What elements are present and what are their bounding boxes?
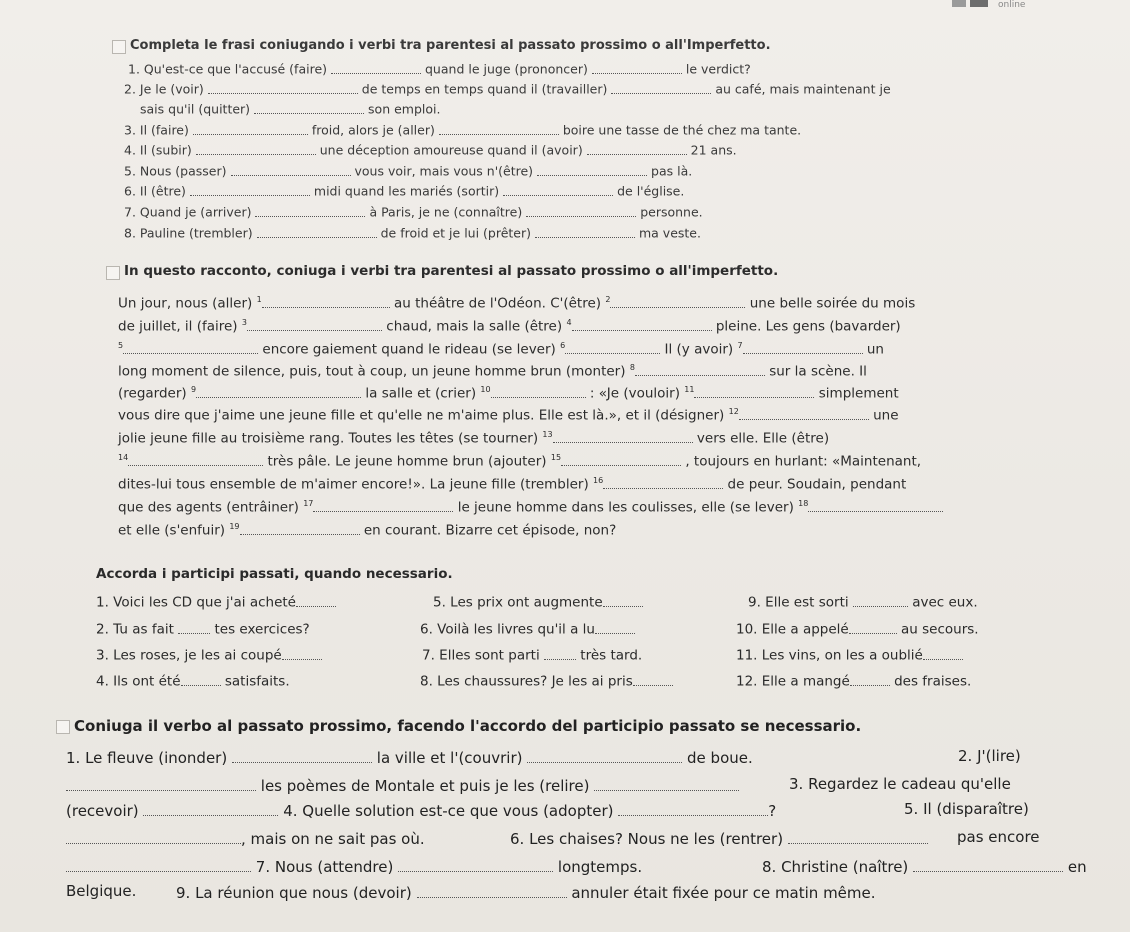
answer-blank[interactable] (439, 121, 559, 135)
header-logo-text: online (998, 0, 1026, 10)
answer-blank[interactable] (247, 316, 382, 331)
answer-blank[interactable] (123, 339, 258, 354)
answer-blank[interactable] (611, 80, 711, 94)
s1-line-5: 5. Nous (passer) vous voir, mais vous n'(être) pas là. (124, 163, 693, 179)
answer-blank[interactable] (923, 645, 963, 660)
answer-blank[interactable] (853, 592, 908, 607)
s2-line-9: dites-lui tous ensemble de m'aimer encore!». La jeune fille (trembler) $^{16}$ de peur. Soudain, pendant (118, 476, 907, 493)
s2-line-4: long moment de silence, puis, tout à coup, un jeune homme brun (monter) $^8$ sur la scène. Il (118, 363, 867, 380)
s1-line-4: 4. Il (subir) une déception amoureuse quand il (avoir) 21 ans. (124, 142, 737, 158)
answer-blank[interactable] (595, 619, 635, 634)
answer-blank[interactable] (257, 224, 377, 238)
s3-item: 5. Les prix ont augmente (433, 592, 643, 611)
answer-blank[interactable] (196, 383, 361, 398)
answer-blank[interactable] (232, 747, 372, 763)
answer-blank[interactable] (66, 856, 251, 872)
s3-item: 6. Voilà les livres qu'il a lu (420, 619, 635, 638)
answer-blank[interactable] (572, 316, 712, 331)
answer-blank[interactable] (282, 645, 322, 660)
answer-blank[interactable] (788, 828, 928, 844)
answer-blank[interactable] (196, 141, 316, 155)
s4-line-1: 1. Le fleuve (inonder) la ville et l'(couvrir) de boue. (66, 749, 753, 767)
s1-line-2b: sais qu'il (quitter) son emploi. (140, 101, 441, 117)
answer-blank[interactable] (417, 882, 567, 898)
s3-item: 12. Elle a mangé des fraises. (736, 671, 971, 690)
answer-blank[interactable] (231, 162, 351, 176)
s1-line-7: 7. Quand je (arriver) à Paris, je ne (connaître) personne. (124, 204, 703, 220)
s2-line-10: que des agents (entrâiner) $^{17}$ le jeune homme dans les coulisses, elle (se lever) $^{18}$ (118, 497, 943, 516)
answer-blank[interactable] (594, 775, 739, 791)
section-2-bullet-icon (106, 266, 120, 280)
answer-blank[interactable] (850, 671, 890, 686)
s3-item: 8. Les chaussures? Je les ai pris (420, 671, 673, 690)
answer-blank[interactable] (193, 121, 308, 135)
answer-blank[interactable] (592, 60, 682, 74)
s4-line-4c: 6. Les chaises? Nous ne les (rentrer) (510, 828, 928, 848)
answer-blank[interactable] (553, 428, 693, 443)
s4-line-4d: pas encore (957, 828, 1040, 846)
s3-item: 1. Voici les CD que j'ai acheté (96, 592, 336, 611)
header-logo-mark (952, 0, 966, 7)
answer-blank[interactable] (743, 339, 863, 354)
s2-line-8: $^{14}$ très pâle. Le jeune homme brun (ajouter) $^{15}$ , toujours en hurlant: «Maintenant, (118, 453, 922, 470)
answer-blank[interactable] (610, 293, 745, 308)
answer-blank[interactable] (603, 592, 643, 607)
answer-blank[interactable] (313, 497, 453, 512)
answer-blank[interactable] (527, 747, 682, 763)
s1-line-3: 3. Il (faire) froid, alors je (aller) boire une tasse de thé chez ma tante. (124, 122, 802, 138)
section-1-title: Completa le frasi coniugando i verbi tra parentesi al passato prossimo o all'Imperfetto. (130, 38, 771, 53)
answer-blank[interactable] (208, 80, 358, 94)
s2-line-1: Un jour, nous (aller) $^1$ au théâtre de l'Odéon. C'(être) $^2$ une belle soirée du mois (118, 295, 916, 312)
s3-item: 4. Ils ont été satisfaits. (96, 671, 290, 690)
answer-blank[interactable] (254, 100, 364, 114)
answer-blank[interactable] (561, 451, 681, 466)
answer-blank[interactable] (587, 141, 687, 155)
answer-blank[interactable] (296, 592, 336, 607)
section-3-title: Accorda i participi passati, quando necessario. (96, 566, 453, 582)
answer-blank[interactable] (526, 203, 636, 217)
s2-line-5: (regarder) $^9$ la salle et (crier) $^{10}$ : «Je (vouloir) $^{11}$ simplement (118, 385, 899, 402)
s4-line-2: les poèmes de Montale et puis je les (relire) (66, 775, 739, 795)
section-4-bullet-icon (56, 720, 70, 734)
s2-line-7: jolie jeune fille au troisième rang. Toutes les têtes (se tourner) $^{13}$ vers elle. Elle (être) (118, 430, 830, 447)
s3-item: 2. Tu as fait tes exercices? (96, 619, 310, 638)
answer-blank[interactable] (128, 451, 263, 466)
answer-blank[interactable] (66, 775, 256, 791)
s4-line-6b: 9. La réunion que nous (devoir) annuler était fixée pour ce matin même. (176, 884, 876, 902)
answer-blank[interactable] (181, 671, 221, 686)
s3-item: 10. Elle a appelé au secours. (736, 619, 979, 638)
answer-blank[interactable] (633, 671, 673, 686)
s1-line-8: 8. Pauline (trembler) de froid et je lui (prêter) ma veste. (124, 225, 701, 241)
s4-line-4: , mais on ne sait pas où. (66, 828, 425, 848)
s4-line-3: (recevoir) 4. Quelle solution est-ce que vous (adopter) ? (66, 802, 777, 820)
s3-item: 3. Les roses, je les ai coupé (96, 645, 322, 664)
answer-blank[interactable] (178, 619, 210, 634)
answer-blank[interactable] (262, 293, 390, 308)
s2-line-2: de juillet, il (faire) $^3$ chaud, mais la salle (être) $^4$ pleine. Les gens (bavarder) (118, 318, 901, 335)
answer-blank[interactable] (635, 361, 765, 376)
header-logo-mark-dark (970, 0, 988, 7)
answer-blank[interactable] (618, 800, 768, 816)
s4-line-1d: 2. J'(lire) (958, 747, 1021, 765)
answer-blank[interactable] (565, 339, 660, 354)
answer-blank[interactable] (694, 383, 814, 398)
answer-blank[interactable] (808, 497, 943, 512)
answer-blank[interactable] (255, 203, 365, 217)
answer-blank[interactable] (240, 520, 360, 535)
answer-blank[interactable] (190, 182, 310, 196)
answer-blank[interactable] (491, 383, 586, 398)
answer-blank[interactable] (398, 856, 553, 872)
answer-blank[interactable] (913, 856, 1063, 872)
s2-line-11: et elle (s'enfuir) $^{19}$ en courant. Bizarre cet épisode, non? (118, 522, 617, 539)
answer-blank[interactable] (331, 60, 421, 74)
answer-blank[interactable] (544, 645, 576, 660)
s1-line-1: 1. Qu'est-ce que l'accusé (faire) quand le juge (prononcer) le verdict? (128, 61, 751, 77)
s2-line-3: $^5$ encore gaiement quand le rideau (se lever) $^6$ Il (y avoir) $^7$ un (118, 341, 884, 358)
answer-blank[interactable] (537, 162, 647, 176)
section-4-title: Coniuga il verbo al passato prossimo, facendo l'accordo del participio passato se necessario. (74, 717, 862, 735)
answer-blank[interactable] (143, 800, 278, 816)
section-2-title: In questo racconto, coniuga i verbi tra parentesi al passato prossimo o all'imperfetto. (124, 263, 779, 279)
answer-blank[interactable] (849, 619, 897, 634)
s3-item: 11. Les vins, on les a oublié (736, 645, 963, 664)
answer-blank[interactable] (603, 474, 723, 489)
s4-line-5: 7. Nous (attendre) longtemps. (66, 856, 642, 876)
s4-line-3d: 5. Il (disparaître) (904, 800, 1029, 818)
s1-line-6: 6. Il (être) midi quand les mariés (sortir) de l'église. (124, 183, 685, 199)
s3-item: 7. Elles sont parti très tard. (422, 645, 642, 664)
s4-line-6: Belgique. (66, 882, 137, 900)
answer-blank[interactable] (535, 224, 635, 238)
s4-line-5d: 8. Christine (naître) en (762, 858, 1087, 876)
answer-blank[interactable] (503, 182, 613, 196)
s3-item: 9. Elle est sorti avec eux. (748, 592, 978, 611)
s4-line-2d: 3. Regardez le cadeau qu'elle (789, 775, 1011, 793)
answer-blank[interactable] (739, 405, 869, 420)
s1-line-2: 2. Je le (voir) de temps en temps quand il (travailler) au café, mais maintenant je (124, 81, 891, 97)
s2-line-6: vous dire que j'aime une jeune fille et qu'elle ne m'aime plus. Elle est là.», et il (désigner) $^{12}$ une (118, 407, 899, 424)
answer-blank[interactable] (66, 828, 241, 844)
section-1-bullet-icon (112, 40, 126, 54)
